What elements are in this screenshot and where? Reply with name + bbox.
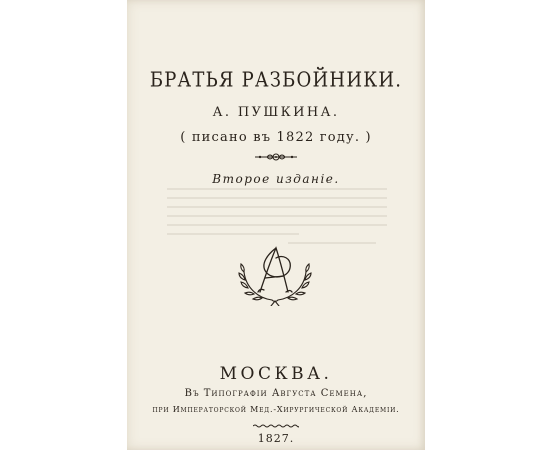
academy-line: при Императорской Мед.-Хирургической Академіи. [152, 405, 400, 414]
floral-divider-icon [255, 152, 297, 162]
book-title: БРАТЬЯ РАЗБОЙНИКИ. [149, 68, 403, 93]
written-year-note: ( писано въ 1822 году. ) [180, 130, 372, 145]
publication-year: 1827. [257, 432, 295, 445]
wavy-rule-icon [253, 424, 299, 428]
city-name: МОСКВА. [219, 364, 333, 384]
monogram-wreath-icon [238, 244, 312, 306]
title-page [127, 0, 425, 450]
author-name: А. ПУШКИНА. [212, 105, 340, 120]
printing-house: Въ Типографіи Августа Семена, [184, 388, 368, 399]
edition-note: Второе изданіе. [212, 172, 340, 186]
